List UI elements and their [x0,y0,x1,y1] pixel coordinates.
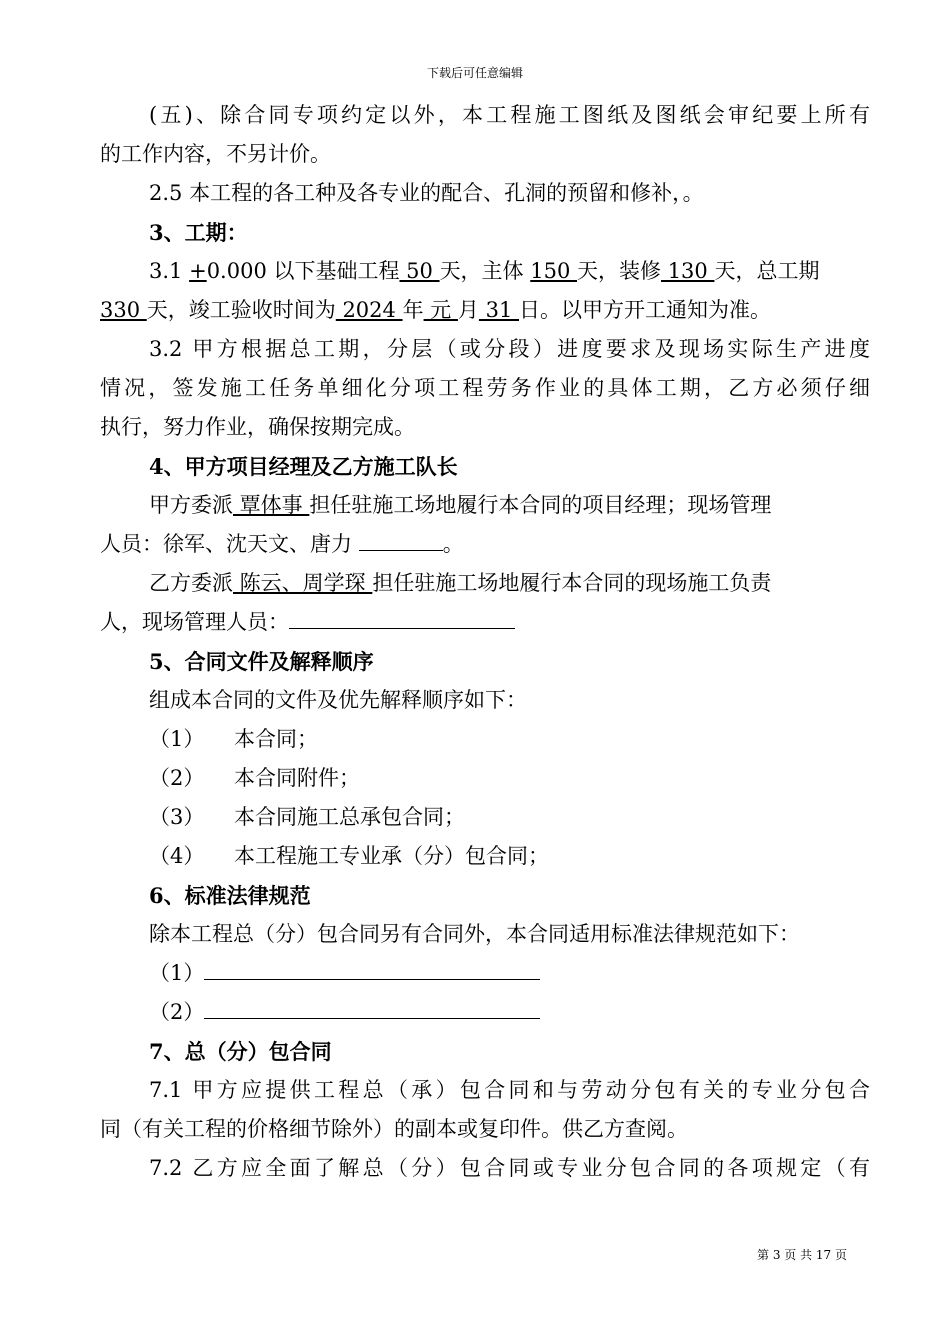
completion-year: 2024 [335,298,403,322]
structure-days: 150 [530,259,578,283]
list-item [100,837,870,876]
paragraph-line: 情况，签发施工任务单细化分项工程劳务作业的具体工期，乙方必须仔细 [100,376,870,400]
foundation-days: 50 [399,259,440,283]
list-text: 本合同施工总承包合同； [234,805,465,829]
paragraph-line: 除本工程总（分）包合同另有合同外，本合同适用标准法律规范如下： [149,922,800,946]
paragraph-line: (五)、除合同专项约定以外，本工程施工图纸及图纸会审纪要上所有 [149,103,870,127]
paragraph-line: 的工作内容，不另计价。 [100,142,331,166]
text-run: 担任驻施工场地履行本合同的项目经理；现场管理 [309,493,772,517]
list-number: （1） [149,961,205,985]
page-header: 下载后可任意编辑 [426,66,523,80]
section-heading-6: 6、标准法律规范 [149,883,311,908]
paragraph-line: 2.5 本工程的各工种及各专业的配合、孔洞的预留和修补，。 [149,181,704,205]
text-run: 乙方委派 [149,571,233,595]
plus-sign: + [189,259,207,283]
party-a-staff-line [100,525,870,564]
list-number: （2） [149,766,205,790]
party-b-leader-names: 陈云、周学琛 [233,571,373,595]
completion-day: 31 [478,298,519,322]
section-heading-3: 3、工期： [149,220,248,245]
text-run: 月 [457,298,479,322]
page-footer: 第 3 页 共 17 页 [757,1248,847,1262]
blank-line [204,955,540,980]
list-item [100,759,870,798]
list-item [100,798,870,837]
list-item [100,720,870,759]
text-run: 担任驻施工场地履行本合同的现场施工负责 [372,571,772,595]
list-item [100,954,870,993]
text-run: 人，现场管理人员： [100,610,289,634]
paragraph-line: 7.2 乙方应全面了解总（分）包合同或专业分包合同的各项规定（有 [149,1156,870,1180]
party-b-leader-line [100,564,870,603]
text-run: 日。以甲方开工通知为准。 [519,298,771,322]
schedule-line-1 [100,252,870,291]
party-a-manager-name: 覃体事 [233,493,310,517]
text-run: 人员：徐军、沈天文、唐力 [100,532,352,556]
text-run: 天，竣工验收时间为 [146,298,336,322]
section-heading-7: 7、总（分）包合同 [149,1039,332,1064]
list-number: （4） [149,844,205,868]
blank-line [359,526,443,551]
text-run: 天，装修 [577,259,662,283]
list-text: 本合同附件； [234,766,360,790]
list-number: （2） [149,1000,205,1024]
blank-line [204,994,540,1019]
list-number: （1） [149,727,205,751]
blank-line [289,604,515,629]
party-a-manager-line [100,486,870,525]
text-run: 0.000 以下基础工程 [206,259,400,283]
document-body [100,96,870,1188]
text-run: 天，总工期 [714,259,820,283]
list-text: 本合同； [234,727,318,751]
paragraph-line: 7.1 甲方应提供工程总（承）包合同和与劳动分包有关的专业分包合 [149,1078,870,1102]
text-run: 年 [402,298,424,322]
paragraph-line: 同（有关工程的价格细节除外）的副本或复印件。供乙方查阅。 [100,1117,688,1141]
text-run: 天，主体 [439,259,531,283]
list-number: （3） [149,805,205,829]
party-b-staff-line [100,603,870,642]
decoration-days: 130 [661,259,715,283]
section-heading-5: 5、合同文件及解释顺序 [149,649,374,674]
total-days: 330 [100,298,147,322]
schedule-line-2 [100,291,870,330]
text-run: 。 [442,532,464,556]
paragraph-line: 执行，努力作业，确保按期完成。 [100,415,415,439]
list-text: 本工程施工专业承（分）包合同； [234,844,549,868]
text-run: 甲方委派 [149,493,233,517]
paragraph-line: 组成本合同的文件及优先解释顺序如下： [149,688,527,712]
paragraph-line: 3.2 甲方根据总工期，分层（或分段）进度要求及现场实际生产进度 [149,337,870,361]
text-run: 3.1 [149,259,190,283]
list-item [100,993,870,1032]
completion-month: 元 [423,298,458,322]
section-heading-4: 4、甲方项目经理及乙方施工队长 [149,454,458,479]
